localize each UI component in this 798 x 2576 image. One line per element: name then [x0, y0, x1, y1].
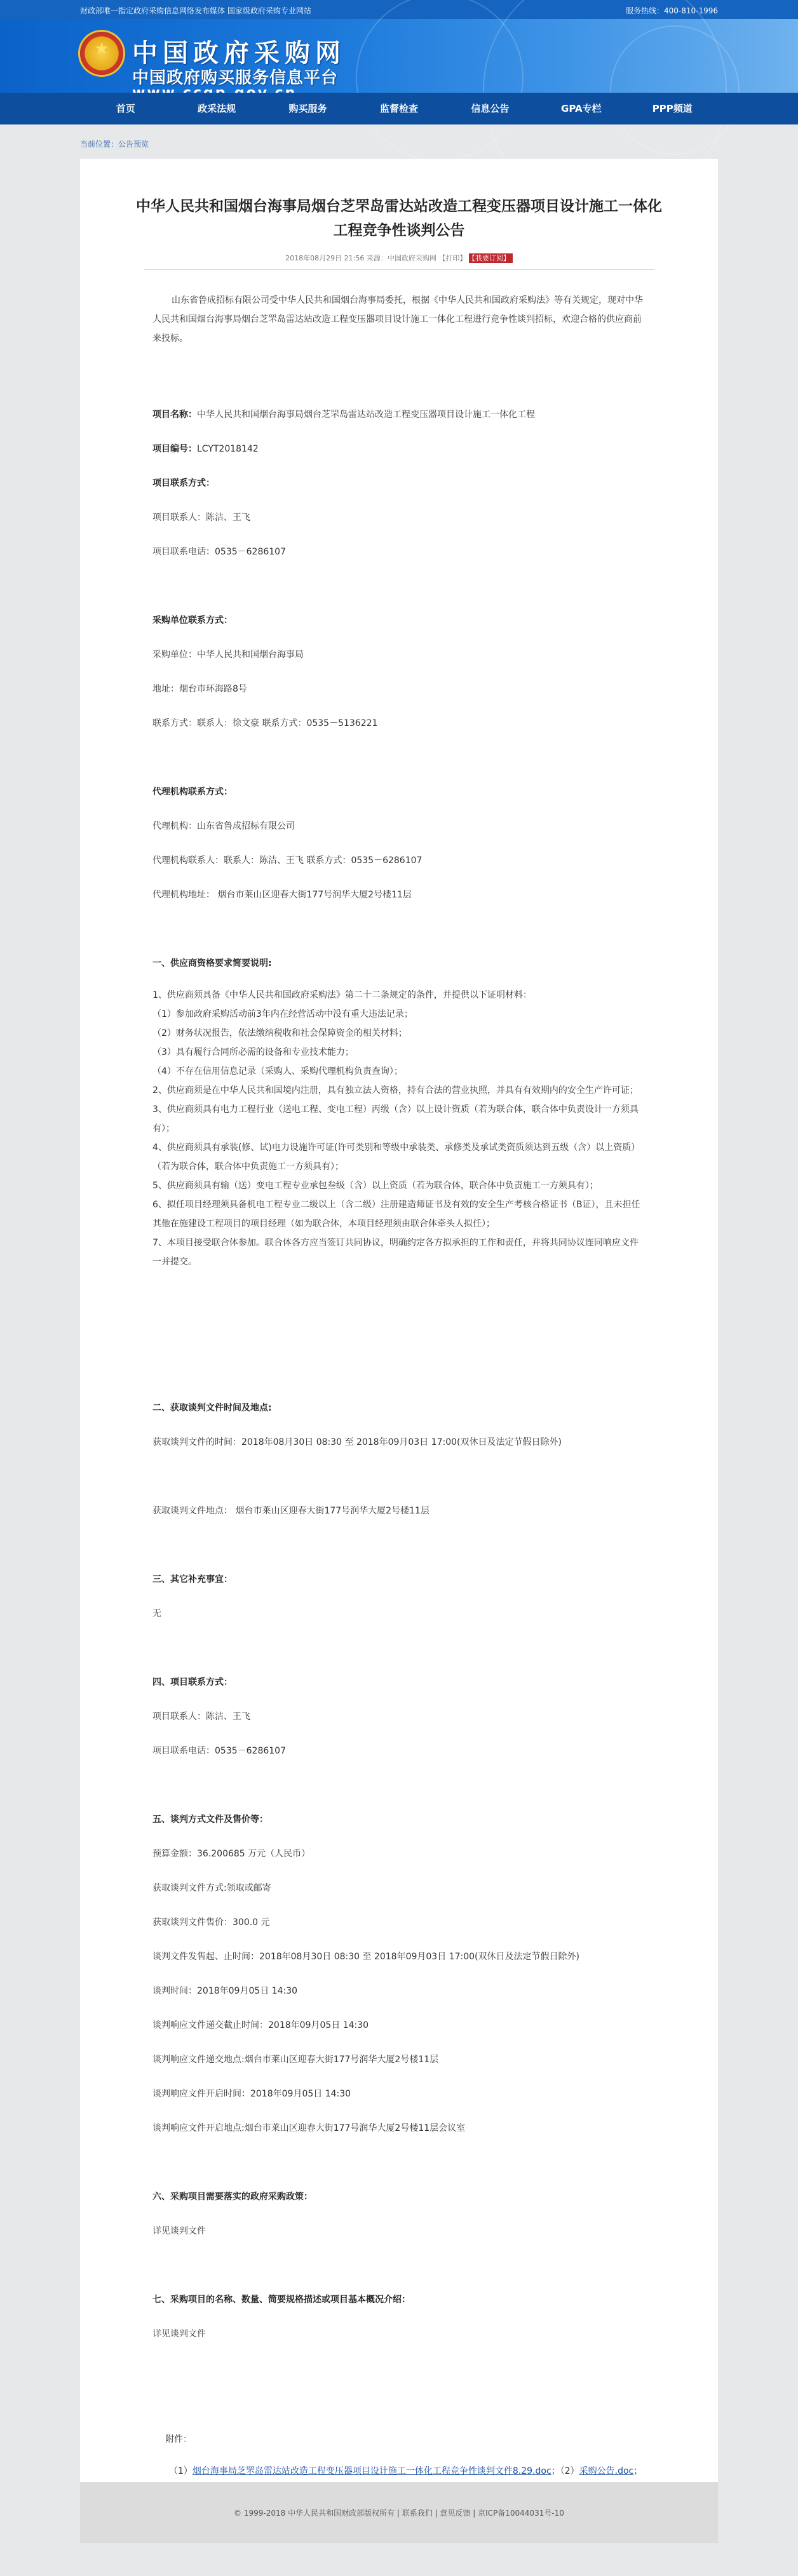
qualification-item: 6、拟任项目经理须具备机电工程专业二级以上（含二级）注册建造师证书及有效的安全生产考核合格证书（B证），且未担任其他在施建设工程项目的项目经理（如为联合体，本项目经理须由联合体牵头人拟任）； — [152, 1200, 640, 1229]
national-emblem-icon: ★ — [80, 32, 123, 75]
section-1-heading: 一、供应商资格要求简要说明: — [152, 958, 272, 969]
qualification-item: 1、供应商须具备《中华人民共和国政府采购法》第二十二条规定的条件，并提供以下证明材料： — [152, 990, 532, 1000]
page-title-line-2: 工程竞争性谈判公告 — [333, 222, 465, 239]
page-title-line-1: 中华人民共和国烟台海事局烟台芝罘岛雷达站改造工程变压器项目设计施工一体化 — [136, 198, 662, 215]
footer-copyright: © 1999-2018 中华人民共和国财政部版权所有 | 联系我们 | 意见反馈 | 京ICP备10044031号-10 — [234, 2509, 564, 2518]
attachment-link-1[interactable]: 烟台海事局芝罘岛雷达站改造工程变压器项目设计施工一体化工程竞争性谈判文件8.29.doc — [192, 2466, 551, 2476]
section-3-heading: 三、其它补充事宜： — [152, 1574, 233, 1585]
doc-price: 获取谈判文件售价：300.0 元 — [152, 1917, 270, 1928]
attachment-link-2[interactable]: 采购公告.doc — [579, 2466, 634, 2476]
section-4-person: 项目联系人：陈洁、王飞 — [152, 1712, 250, 1722]
section-2-heading: 二、获取谈判文件时间及地点: — [152, 1403, 272, 1413]
submission-deadline: 谈判响应文件递交截止时间：2018年09月05日 14:30 — [152, 2020, 369, 2030]
header-banner — [0, 19, 798, 93]
negotiation-time: 谈判时间：2018年09月05日 14:30 — [152, 1986, 298, 1996]
nav-purchase-service[interactable]: 购买服务 — [288, 103, 327, 114]
site-subtitle: 中国政府购买服务信息平台 — [132, 69, 339, 88]
intro-paragraph: 山东省鲁成招标有限公司受中华人民共和国烟台海事局委托，根据《中华人民共和国政府采购法》等有关规定，现对中华人民共和国烟台海事局烟台芝罘岛雷达站改造工程变压器项目设计施工一体化工程进行竞争性谈判招标，欢迎合格的供应商前来投标。 — [152, 295, 643, 344]
publish-info: 2018年08月29日 21:56 来源：中国政府采购网 【打印】 — [285, 254, 467, 262]
section-7-body: 详见谈判文件 — [152, 2329, 206, 2339]
qualification-item: （3）具有履行合同所必需的设备和专业技术能力； — [152, 1047, 354, 1057]
nav-announcements[interactable]: 信息公告 — [471, 103, 510, 114]
section-6-heading: 六、采购项目需要落实的政府采购政策： — [152, 2192, 313, 2202]
agency-name: 代理机构：山东省鲁成招标有限公司 — [152, 821, 295, 831]
hotline: 服务热线：400-810-1996 — [625, 6, 718, 15]
nav-regulations[interactable]: 政采法规 — [198, 103, 236, 114]
subscribe-button[interactable]: 【我要订阅】 — [469, 253, 513, 263]
page-title — [80, 194, 718, 243]
project-number: 项目编号：LCYT2018142 — [152, 444, 259, 454]
doc-acquire-place: 获取谈判文件地点： 烟台市莱山区迎春大街177号润华大厦2号楼11层 — [152, 1506, 429, 1516]
qualification-item: 5、供应商须具有输（送）变电工程专业承包叁级（含）以上资质（若为联合体，联合体中负责施工一方须具有）； — [152, 1181, 598, 1191]
acquire-method: 获取谈判文件方式:领取或邮寄 — [152, 1883, 271, 1893]
section-4-phone: 项目联系电话：0535－6286107 — [152, 1746, 286, 1756]
section-4-heading: 四、项目联系方式： — [152, 1677, 233, 1687]
nav-supervision[interactable]: 监督检查 — [379, 103, 418, 114]
buyer-heading: 采购单位联系方式： — [152, 615, 233, 626]
qualification-item: 3、供应商须具有电力工程行业（送电工程、变电工程）丙级（含）以上设计资质（若为联合体，联合体中负责设计一方须具有）； — [152, 1104, 639, 1134]
qualification-item: 2、供应商须是在中华人民共和国境内注册，具有独立法人资格，持有合法的营业执照，并具有有效期内的安全生产许可证； — [152, 1085, 639, 1096]
qualification-item: （1）参加政府采购活动前3年内在经营活动中没有重大违法记录； — [152, 1009, 413, 1019]
buyer-name: 采购单位：中华人民共和国烟台海事局 — [152, 650, 304, 660]
opening-place: 谈判响应文件开启地点:烟台市莱山区迎春大街177号润华大厦2号楼11层会议室 — [152, 2123, 466, 2133]
section-5-heading: 五、谈判方式文件及售价等： — [152, 1815, 268, 1825]
qualification-item: 7、本项目接受联合体参加。联合体各方应当签订共同协议，明确约定各方拟承担的工作和责任，并将共同协议连同响应文件一并提交。 — [152, 1238, 639, 1267]
agency-heading: 代理机构联系方式： — [152, 787, 233, 797]
nav-gpa[interactable]: GPA专栏 — [561, 103, 602, 114]
project-name: 项目名称：中华人民共和国烟台海事局烟台芝罘岛雷达站改造工程变压器项目设计施工一体化工程 — [152, 410, 535, 420]
sale-period: 谈判文件发售起、止时间：2018年08月30日 08:30 至 2018年09月03日 17:00(双休日及法定节假日除外) — [152, 1952, 579, 1962]
section-7-heading: 七、采购项目的名称、数量、简要规格描述或项目基本概况介绍： — [152, 2295, 410, 2305]
attachment-list: （1）烟台海事局芝罘岛雷达站改造工程变压器项目设计施工一体化工程竞争性谈判文件8.29.doc；（2）采购公告.doc； — [169, 2466, 643, 2476]
submission-place: 谈判响应文件递交地点:烟台市莱山区迎春大街177号润华大厦2号楼11层 — [152, 2055, 439, 2065]
site-title: 中国政府采购网 — [132, 39, 346, 68]
project-contact-person: 项目联系人：陈洁、王飞 — [152, 513, 250, 523]
section-6-body: 详见谈判文件 — [152, 2226, 206, 2236]
article-container — [80, 159, 718, 2482]
qualification-item: 4、供应商须具有承装(修、试)电力设施许可证(许可类别和等级中承装类、承修类及承试类资质须达到五级（含）以上资质）（若为联合体，联合体中负责施工一方须具有）； — [152, 1143, 640, 1172]
buyer-contact: 联系方式：联系人：徐文豪 联系方式：0535－5136221 — [152, 718, 378, 728]
buyer-address: 地址：烟台市环海路8号 — [152, 684, 247, 694]
project-contact-phone: 项目联系电话：0535－6286107 — [152, 547, 286, 557]
qualification-item: （4）不存在信用信息记录（采购人、采购代理机构负责查询）； — [152, 1066, 403, 1077]
nav-ppp[interactable]: PPP频道 — [652, 103, 693, 114]
budget-amount: 预算金额：36.200685 万元（人民币） — [152, 1849, 311, 1859]
doc-acquire-time: 获取谈判文件的时间：2018年08月30日 08:30 至 2018年09月03日 17:00(双休日及法定节假日除外) — [152, 1437, 562, 1447]
qualification-list — [152, 986, 646, 1271]
footer — [80, 2482, 718, 2543]
opening-time: 谈判响应文件开启时间：2018年09月05日 14:30 — [152, 2089, 351, 2099]
section-3-body: 无 — [152, 1609, 161, 1619]
breadcrumb: 当前位置：公告预览 — [80, 140, 149, 149]
project-contact-heading: 项目联系方式： — [152, 478, 215, 488]
agency-contact: 代理机构联系人：联系人：陈洁、王飞 联系方式：0535－6286107 — [152, 855, 423, 866]
nav-home[interactable]: 首页 — [116, 103, 135, 114]
divider — [144, 269, 654, 270]
agency-address: 代理机构地址： 烟台市莱山区迎春大街177号润华大厦2号楼11层 — [152, 890, 412, 900]
attachment-label: 附件： — [165, 2434, 192, 2445]
main-nav — [0, 93, 798, 124]
top-bar-tagline: 财政部唯一指定政府采购信息网络发布媒体 国家级政府采购专业网站 — [80, 6, 311, 15]
qualification-item: （2）财务状况报告，依法缴纳税收和社会保障资金的相关材料； — [152, 1028, 407, 1038]
article-meta — [80, 253, 718, 263]
